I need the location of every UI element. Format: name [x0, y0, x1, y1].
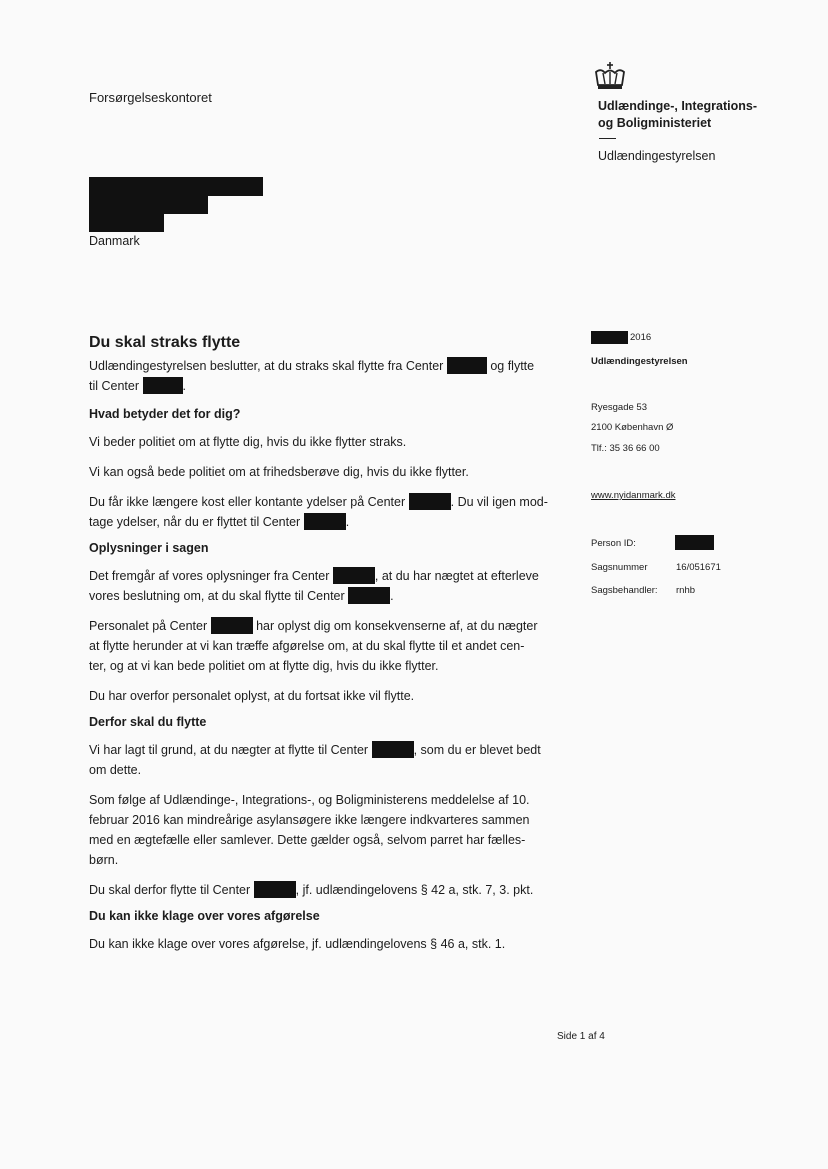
police-paragraph-1: Vi beder politiet om at flytte dig, hvis du ikke flytter straks.	[89, 435, 407, 449]
handler-label: Sagsbehandler:	[591, 585, 658, 596]
heading-therefore: Derfor skal du flytte	[89, 715, 207, 729]
heading-case-info: Oplysninger i sagen	[89, 541, 209, 555]
benefits-text-1: Du får ikke længere kost eller kontante ydelser på Center	[89, 495, 406, 509]
website-link[interactable]: www.nyidanmark.dk	[591, 490, 676, 501]
staff-text-4: ter, og at vi kan bede politiet om at flytte dig, hvis du ikke flytter.	[89, 659, 439, 673]
case-info-text-3: vores beslutning om, at du skal flytte til Center	[89, 589, 345, 603]
case-info-text-4: .	[390, 589, 394, 603]
redaction-box	[143, 377, 183, 394]
sidebar-street: Ryesgade 53	[591, 402, 647, 413]
redaction-box	[304, 513, 346, 530]
redaction-box	[333, 567, 375, 584]
police-paragraph-2: Vi kan også bede politiet om at frihedsberøve dig, hvis du ikke flytter.	[89, 465, 469, 479]
redacted-address-line-3	[89, 214, 164, 232]
staff-text-3: at flytte herunder at vi kan træffe afgørelse om, at du skal flytte til et andet cen-	[89, 639, 525, 653]
move-text-1: Du skal derfor flytte til Center	[89, 883, 251, 897]
move-paragraph	[89, 880, 569, 900]
sidebar-agency	[591, 355, 688, 369]
redaction-box	[447, 357, 487, 374]
sidebar-phone: Tlf.: 35 36 66 00	[591, 443, 660, 454]
ministry-line-2: og Boligministeriet	[598, 116, 712, 130]
redaction-box	[254, 881, 296, 898]
intro-text-2: og flytte	[490, 359, 535, 373]
redaction-box	[211, 617, 253, 634]
staff-text-2: har oplyst dig om konsekvenserne af, at du nægter	[256, 619, 538, 633]
case-number-value: 16/051671	[676, 562, 721, 573]
move-text-2: , jf. udlændingelovens § 42 a, stk. 7, 3. pkt.	[295, 883, 534, 897]
letter-title: Du skal straks flytte	[89, 334, 241, 351]
redacted-person-id	[675, 535, 714, 550]
announcement-line-3: med en ægtefælle eller samlever. Dette gælder også, selvom parret har fælles-	[89, 833, 526, 847]
heading-what-it-means: Hvad betyder det for dig?	[89, 407, 241, 421]
redacted-address-line-1	[89, 177, 263, 196]
intro-text-1: Udlændingestyrelsen beslutter, at du straks skal flytte fra Center	[89, 359, 444, 373]
redacted-address-line-2	[89, 196, 208, 214]
ground-paragraph	[89, 740, 569, 780]
header-divider	[599, 138, 616, 139]
told-staff-paragraph: Du har overfor personalet oplyst, at du fortsat ikke vil flytte.	[89, 689, 415, 703]
person-id-label: Person ID:	[591, 538, 636, 549]
sidebar-city: 2100 København Ø	[591, 422, 674, 433]
intro-text-4: .	[182, 379, 186, 393]
benefits-text-2: . Du vil igen mod-	[450, 495, 548, 509]
recipient-country: Danmark	[89, 234, 140, 248]
redaction-box	[372, 741, 414, 758]
office-name: Forsørgelseskontoret	[89, 90, 212, 105]
crown-icon	[592, 60, 628, 92]
letter-body	[89, 332, 569, 954]
announcement-line-4: børn.	[89, 853, 119, 867]
intro-text-3: til Center	[89, 379, 140, 393]
redacted-date	[591, 331, 628, 344]
case-info-text-1: Det fremgår af vores oplysninger fra Center	[89, 569, 330, 583]
staff-paragraph	[89, 616, 569, 676]
ground-text-1: Vi har lagt til grund, at du nægter at flytte til Center	[89, 743, 369, 757]
sidebar-agency-text: Udlændingestyrelsen	[591, 356, 688, 367]
intro-paragraph	[89, 356, 569, 396]
staff-text-1: Personalet på Center	[89, 619, 208, 633]
benefits-text-4: .	[345, 515, 350, 529]
case-number-label: Sagsnummer	[591, 562, 648, 573]
announcement-line-1: Som følge af Udlændinge-, Integrations-, og Boligministerens meddelelse af 10.	[89, 793, 530, 807]
benefits-text-3: tage ydelser, når du er flyttet til Center	[89, 515, 301, 529]
ground-text-2: , som du er blevet bedt	[413, 743, 541, 757]
case-info-text-2: , at du har nægtet at efterleve	[374, 569, 539, 583]
agency-name: Udlændingestyrelsen	[598, 149, 716, 163]
handler-value: rnhb	[676, 585, 696, 596]
date-year: 2016	[630, 332, 652, 343]
redaction-box	[409, 493, 451, 510]
announcement-paragraph	[89, 790, 569, 870]
benefits-paragraph	[89, 492, 569, 532]
page-number: Side 1 af 4	[557, 1031, 605, 1042]
redaction-box	[348, 587, 390, 604]
heading-no-appeal: Du kan ikke klage over vores afgørelse	[89, 909, 320, 923]
ministry-name	[598, 98, 757, 132]
appeal-paragraph: Du kan ikke klage over vores afgørelse, jf. udlændingelovens § 46 a, stk. 1.	[89, 937, 506, 951]
case-info-paragraph	[89, 566, 569, 606]
ground-text-3: om dette.	[89, 763, 142, 777]
ministry-line-1: Udlændinge-, Integrations-	[598, 99, 758, 113]
announcement-line-2: februar 2016 kan mindreårige asylansøgere ikke længere indkvarteres sammen	[89, 813, 530, 827]
